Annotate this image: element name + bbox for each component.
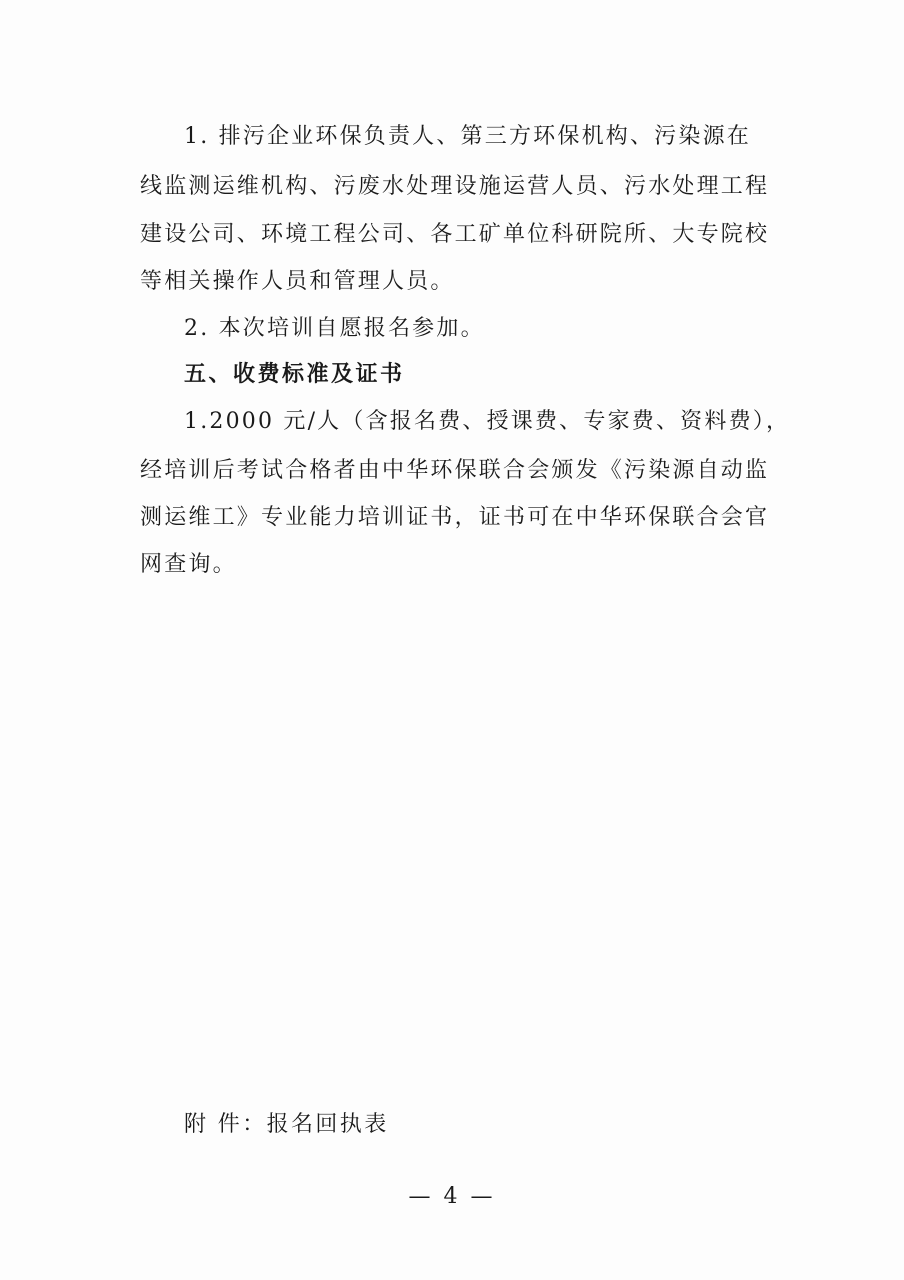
paragraph-line: 线监测运维机构、污废水处理设施运营人员、污水处理工程: [140, 174, 770, 199]
paragraph-line: 网查询。: [140, 552, 237, 577]
attachment-label: 附 件：报名回执表: [184, 1112, 389, 1137]
section-heading: 五、收费标准及证书: [184, 362, 405, 387]
page-number: — 4 —: [408, 1184, 496, 1209]
paragraph-line: 经培训后考试合格者由中华环保联合会颁发《污染源自动监: [140, 458, 770, 483]
paragraph-line: 等相关操作人员和管理人员。: [140, 269, 455, 294]
paragraph-line: 1. 排污企业环保负责人、第三方环保机构、污染源在: [184, 124, 751, 149]
paragraph-line: 1.2000 元/人（含报名费、授课费、专家费、资料费），: [184, 409, 791, 434]
paragraph-line: 建设公司、环境工程公司、各工矿单位科研院所、大专院校: [140, 222, 770, 247]
paragraph-line: 2. 本次培训自愿报名参加。: [184, 316, 485, 341]
paragraph-line: 测运维工》专业能力培训证书，证书可在中华环保联合会官: [140, 505, 770, 530]
